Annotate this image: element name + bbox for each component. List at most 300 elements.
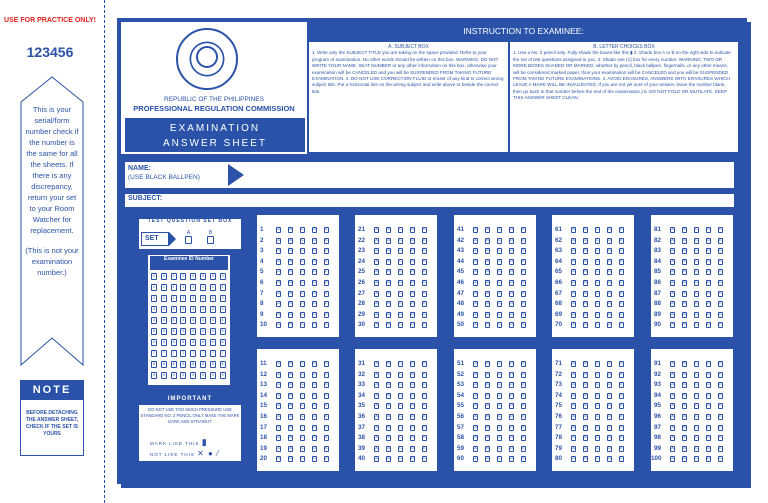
answer-choice-letter: D [707,403,710,408]
question-number: 50 [457,321,465,329]
answer-choice-letter: E [719,237,722,242]
answer-choice-letter: C [596,382,599,387]
answer-choice-letter: E [620,280,623,284]
question-number: 63 [555,247,563,255]
question-number: 8 [260,300,264,308]
answer-choice-letter: A [572,311,575,316]
answer-choice-letter: D [411,361,414,365]
question-number: 4 [260,257,264,265]
answer-choice-letter: E [719,301,722,306]
answer-choice-letter: E [423,248,426,253]
answer-choice-letter: B [289,392,292,397]
set-option-bubble[interactable] [185,236,192,244]
answer-choice-letter: B [683,424,686,429]
answer-choice-letter: A [671,435,674,440]
answer-choice-letter: E [522,280,525,284]
question-number: 84 [654,257,662,265]
answer-choice-letter: C [498,301,501,306]
answer-choice-letter: C [695,248,698,253]
examinee-id-digit: 3 [211,307,214,311]
examinee-id-digit: 5 [182,329,185,333]
answer-choice-letter: D [411,301,414,306]
answer-choice-letter: D [510,322,513,327]
answer-choice-letter: E [423,456,426,461]
answer-choice-letter: B [584,392,587,397]
answer-choice-letter: E [719,258,722,263]
answer-choice-letter: E [423,414,426,418]
question-number: 13 [260,381,268,389]
answer-choice-letter: C [498,269,501,274]
answer-choice-letter: B [289,322,292,327]
answer-choice-letter: E [719,456,722,461]
answer-choice-letter: A [375,322,378,327]
answer-choice-letter: D [510,414,513,418]
answer-choice-letter: A [572,248,575,253]
answer-choice-letter: D [313,301,316,306]
question-number: 44 [457,257,465,265]
question-number: 60 [457,455,465,463]
answer-choice-letter: D [707,445,710,450]
answer-choice-letter: A [572,435,575,440]
answer-choice-letter: A [572,280,575,284]
answer-choice-letter: B [289,361,292,365]
bad-marks-icon: ✕ ● ⁄ [197,449,220,458]
answer-choice-letter: B [584,456,587,461]
question-number: 52 [457,370,465,378]
answer-choice-letter: C [301,382,304,387]
answer-choice-letter: E [522,445,525,450]
question-number: 6 [260,279,264,286]
answer-choice-letter: A [277,301,280,306]
question-number: 12 [260,370,268,378]
answer-choice-letter: E [719,424,722,429]
answer-choice-letter: D [313,290,316,295]
answer-choice-letter: B [289,371,292,376]
sheet-title-line2: ANSWER SHEET [162,138,267,149]
answer-choice-letter: E [522,237,525,242]
answer-choice-letter: C [399,403,402,408]
answer-choice-letter: A [474,311,477,316]
answer-choice-letter: E [423,258,426,263]
answer-choice-letter: E [522,227,525,231]
answer-choice-letter: D [608,290,611,295]
answer-choice-letter: B [387,445,390,450]
answer-choice-letter: A [671,371,674,376]
answer-choice-letter: D [707,371,710,376]
answer-choice-letter: E [325,424,328,429]
answer-choice-letter: B [584,424,587,429]
answer-choice-letter: B [387,403,390,408]
question-number: 45 [457,268,465,276]
question-number: 7 [260,289,264,297]
answer-choice-letter: E [719,248,722,253]
answer-choice-letter: E [620,456,623,461]
answer-choice-letter: E [522,290,525,295]
answer-choice-letter: A [375,301,378,306]
answer-choice-letter: C [399,237,402,242]
examinee-id-digit: 4 [211,318,214,322]
question-number: 100 [651,455,662,463]
answer-choice-letter: A [277,248,280,253]
subject-box-text: 1. Write only the SUBJECT TITLE you are taking on the space provided. Refer to your program of examination. No other words should be written on this box. WARNING: DO NOT WRITE YOUR NAME, SEAT NUMBER or any other information on this box, otherwise your examination will be CANCELED and you will be SUSPENDED FROM TAKING FUTURE EXAMINATION. 2. DO NOT USE CORRECTION FLUID or eraser of any kind to correct wrong subject title. Put a horizontal line on the wrong subject and write above or beside the correct title. [312,50,504,94]
answer-choice-letter: A [375,382,378,387]
answer-choice-letter: D [313,371,316,376]
answer-choice-letter: C [695,445,698,450]
examinee-id-digit: 8 [162,362,165,366]
examinee-id-digit: 6 [182,340,185,344]
answer-choice-letter: E [325,227,328,231]
answer-choice-letter: A [375,280,378,284]
answer-choice-letter: D [411,414,414,418]
answer-choice-letter: D [411,435,414,440]
answer-choice-letter: B [387,301,390,306]
answer-choice-letter: D [411,248,414,253]
answer-choice-letter: B [486,435,489,440]
answer-choice-letter: E [719,311,722,316]
question-number: 28 [358,300,366,308]
answer-choice-letter: E [325,258,328,263]
answer-choice-letter: C [301,424,304,429]
examinee-id-digit: 3 [192,307,195,311]
question-number: 48 [457,300,465,308]
answer-choice-letter: E [423,361,426,365]
answer-choice-letter: C [596,361,599,365]
answer-choice-letter: A [375,424,378,429]
answer-choice-letter: A [671,290,674,295]
answer-choice-letter: A [375,435,378,440]
answer-choice-letter: D [608,248,611,253]
answer-choice-letter: B [683,269,686,274]
answer-choice-letter: A [671,227,674,231]
answer-choice-letter: E [423,290,426,295]
answer-choice-letter: E [423,280,426,284]
question-number: 20 [260,455,268,463]
answer-choice-letter: A [671,414,674,418]
answer-choice-letter: D [707,424,710,429]
answer-choice-letter: B [387,361,390,365]
question-number: 76 [555,413,563,420]
answer-choice-letter: B [584,311,587,316]
examinee-id-digit: 5 [221,329,224,333]
answer-choice-letter: E [719,322,722,327]
answer-choice-letter: C [301,371,304,376]
question-number: 96 [654,413,662,420]
answer-choice-letter: D [313,382,316,387]
examinee-id-digit: 4 [172,318,175,322]
examinee-id-digit: 3 [162,307,165,311]
answer-choice-letter: B [683,311,686,316]
answer-choice-letter: D [313,435,316,440]
examinee-id-digit: 1 [182,285,185,289]
examinee-id-digit: 5 [211,329,214,333]
answer-choice-letter: E [620,435,623,440]
subject-box-instructions [309,42,508,152]
answer-choice-letter: C [399,290,402,295]
examinee-id-digit: 2 [221,296,224,300]
answer-choice-letter: D [313,227,316,231]
answer-choice-letter: D [707,311,710,316]
question-number: 77 [555,423,563,431]
question-number: 55 [457,402,465,410]
answer-choice-letter: C [399,382,402,387]
answer-choice-letter: C [596,237,599,242]
subject-box-title: A. SUBJECT BOX [388,44,429,50]
question-number: 18 [260,434,268,442]
examinee-id-digit: 2 [211,296,214,300]
answer-choice-letter: D [707,258,710,263]
question-number: 61 [555,226,563,233]
answer-choice-letter: B [486,280,489,284]
answer-choice-letter: A [572,456,575,461]
answer-choice-letter: A [277,424,280,429]
answer-choice-letter: E [522,414,525,418]
answer-choice-letter: A [375,361,378,365]
question-number: 21 [358,226,366,233]
answer-choice-letter: A [474,403,477,408]
answer-choice-letter: E [325,248,328,253]
answer-choice-letter: D [313,414,316,418]
serial-info-text: This is your serial/form number check if the number is the same for all the sheets. If there is any discrepancy, return your set to your Room Watcher for replacement. [25,105,79,235]
answer-choice-letter: C [399,414,402,418]
answer-choice-letter: D [707,414,710,418]
answer-choice-letter: D [313,403,316,408]
republic-label: REPUBLIC OF THE PHILIPPINES [164,96,264,103]
question-number: 65 [555,268,563,276]
answer-choice-letter: C [301,290,304,295]
answer-choice-letter: A [572,237,575,242]
seal-emblem-icon [196,46,218,68]
question-number: 27 [358,289,366,297]
examinee-id-title: Examinee ID Number [150,256,228,270]
answer-choice-letter: A [277,237,280,242]
answer-choice-letter: C [301,414,304,418]
answer-choice-letter: A [671,237,674,242]
answer-choice-letter: E [620,414,623,418]
answer-choice-letter: D [510,301,513,306]
question-number: 29 [358,310,366,318]
examinee-id-digit: 2 [153,296,155,300]
answer-choice-letter: B [387,456,390,461]
answer-choice-letter: E [522,403,525,408]
answer-choice-letter: A [572,301,575,306]
answer-choice-letter: E [719,227,722,231]
answer-choice-letter: E [620,382,623,387]
examinee-id-digit: 6 [221,340,224,344]
important-title: IMPORTANT [138,394,242,405]
answer-choice-letter: D [411,269,414,274]
answer-choice-letter: C [498,403,501,408]
answer-choice-letter: D [510,445,513,450]
examinee-id-digit: 4 [153,318,155,322]
answer-choice-letter: A [277,382,280,387]
answer-choice-letter: E [325,361,328,365]
answer-choice-letter: B [387,435,390,440]
answer-choice-letter: C [498,258,501,263]
answer-choice-letter: E [325,392,328,397]
answer-choice-letter: B [387,322,390,327]
answer-choice-letter: A [671,361,674,365]
answer-choice-letter: C [596,290,599,295]
answer-choice-letter: A [474,371,477,376]
answer-choice-letter: C [596,301,599,306]
question-number: 40 [358,455,366,463]
answer-choice-letter: C [596,435,599,440]
question-number: 66 [555,279,563,286]
answer-choice-letter: B [683,392,686,397]
examinee-id-digit: 9 [162,373,165,377]
set-option-bubble[interactable] [207,236,214,244]
question-number: 53 [457,381,465,389]
question-number: 35 [358,402,366,410]
answer-choice-letter: E [719,269,722,274]
answer-choice-letter: C [498,237,501,242]
examinee-id-digit: 6 [202,340,204,344]
answer-choice-letter: E [522,269,525,274]
answer-choice-letter: D [411,258,414,263]
examinee-id-digit: 0 [221,274,224,278]
answer-choice-letter: E [522,311,525,316]
answer-choice-letter: D [707,322,710,327]
answer-choice-letter: B [683,456,686,461]
examinee-id-digit: 9 [172,373,175,377]
answer-choice-letter: C [695,414,698,418]
answer-choice-letter: D [608,311,611,316]
answer-choice-letter: E [423,403,426,408]
answer-choice-letter: D [411,237,414,242]
answer-choice-letter: E [423,371,426,376]
answer-choice-letter: A [277,392,280,397]
answer-choice-letter: D [411,445,414,450]
question-number: 24 [358,257,366,265]
answer-choice-letter: E [719,290,722,295]
answer-choice-letter: D [707,382,710,387]
answer-choice-letter: D [313,445,316,450]
answer-choice-letter: E [522,424,525,429]
answer-choice-letter: C [498,445,501,450]
answer-choice-letter: D [608,258,611,263]
question-number: 71 [555,360,563,367]
answer-choice-letter: C [695,361,698,365]
question-number: 59 [457,444,465,452]
answer-choice-letter: C [301,456,304,461]
answer-choice-letter: D [608,371,611,376]
answer-choice-letter: B [387,392,390,397]
examinee-id-digit: 1 [162,285,165,289]
answer-choice-letter: C [399,392,402,397]
answer-choice-letter: D [510,382,513,387]
answer-choice-letter: B [387,414,390,418]
answer-choice-letter: A [572,269,575,274]
answer-choice-letter: D [707,456,710,461]
answer-choice-letter: B [486,361,489,365]
answer-choice-letter: B [387,227,390,231]
answer-choice-letter: A [474,248,477,253]
answer-choice-letter: B [387,280,390,284]
answer-choice-letter: A [375,414,378,418]
answer-choice-letter: C [399,424,402,429]
subject-label: SUBJECT: [128,195,163,202]
examinee-id-digit: 3 [221,307,224,311]
answer-choice-letter: D [707,392,710,397]
set-option-label: B [208,230,213,236]
answer-choice-letter: C [498,371,501,376]
answer-choice-letter: E [325,311,328,316]
examinee-id-digit: 1 [153,285,155,289]
answer-choice-letter: C [695,382,698,387]
answer-choice-letter: E [522,382,525,387]
answer-choice-letter: C [399,311,402,316]
answer-choice-letter: D [313,269,316,274]
answer-choice-letter: E [423,445,426,450]
answer-choice-letter: D [411,371,414,376]
question-number: 42 [457,236,465,244]
answer-choice-letter: D [313,311,316,316]
subject-field[interactable] [123,192,736,209]
question-number: 49 [457,310,465,318]
answer-choice-letter: D [707,227,710,231]
question-number: 69 [555,310,563,318]
answer-choice-letter: B [486,269,489,274]
examinee-id-digit: 9 [182,373,185,377]
question-number: 92 [654,370,662,378]
answer-choice-letter: E [522,435,525,440]
answer-choice-letter: B [683,290,686,295]
answer-choice-letter: C [399,301,402,306]
question-number: 94 [654,391,662,399]
answer-choice-letter: D [313,361,316,365]
answer-choice-letter: D [608,382,611,387]
answer-choice-letter: C [695,403,698,408]
answer-choice-letter: E [325,322,328,327]
answer-choice-letter: B [584,361,587,365]
examinee-id-digit: 4 [182,318,185,322]
answer-choice-letter: E [522,301,525,306]
name-field[interactable] [123,160,736,190]
answer-choice-letter: E [620,301,623,306]
answer-choice-letter: B [486,424,489,429]
answer-choice-letter: D [707,301,710,306]
answer-choice-letter: C [695,227,698,231]
answer-choice-letter: E [620,269,623,274]
examinee-id-digit: 9 [221,373,224,377]
answer-choice-letter: D [608,280,611,284]
answer-choice-letter: B [683,445,686,450]
answer-choice-letter: B [387,269,390,274]
letter-choices-title: B. LETTER CHOICES BOX [593,44,655,50]
answer-choice-letter: B [486,456,489,461]
answer-choice-letter: A [474,269,477,274]
answer-choice-letter: A [671,258,674,263]
answer-choice-letter: C [498,435,501,440]
answer-choice-letter: E [620,311,623,316]
answer-choice-letter: A [671,311,674,316]
question-number: 25 [358,268,366,276]
answer-choice-letter: C [596,258,599,263]
question-number: 82 [654,236,662,244]
question-number: 31 [358,360,366,367]
answer-choice-letter: A [277,227,280,231]
answer-choice-letter: C [498,382,501,387]
answer-choice-letter: B [289,248,292,253]
answer-choice-letter: A [375,371,378,376]
examinee-id-digit: 5 [202,329,204,333]
answer-choice-letter: A [375,290,378,295]
answer-choice-letter: C [399,456,402,461]
answer-choice-letter: B [486,403,489,408]
question-number: 30 [358,321,366,329]
examinee-id-digit: 6 [172,340,175,344]
answer-choice-letter: E [423,392,426,397]
